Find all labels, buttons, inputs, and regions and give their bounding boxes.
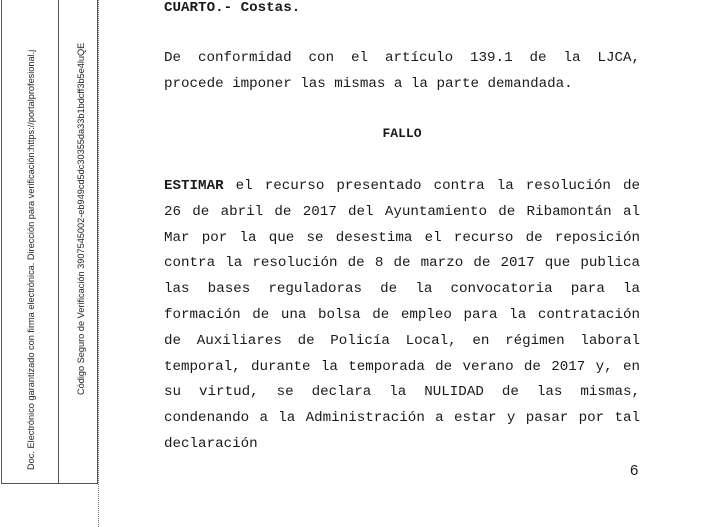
ruling-paragraph xyxy=(164,174,640,458)
margin-edge-line xyxy=(98,0,99,527)
ruling-heading: FALLO xyxy=(382,126,422,141)
ruling-lead-word: ESTIMAR xyxy=(164,178,224,194)
electronic-signature-note: Doc. Electrónico garantizado con firma electrónica. Dirección para verificación:https://portalprofesional.j xyxy=(26,49,36,470)
ruling-text: el recurso presentado contra la resolución de 26 de abril de 2017 del Ayuntamiento de Ribamontán al Mar por la que se desestima el recurso de reposición contra la resolución de 8 de marzo de 2017 que publica las bases reguladoras de la convocatoria para la formación de una bolsa de empleo para la contratación de Auxiliares de Policía Local, en régimen laboral temporal, durante la temporada de verano de 2017 y, en su virtud, se declara la NULIDAD de las mismas, condenando a la Administración a estar y pasar por tal declaración xyxy=(164,178,640,452)
margin-divider xyxy=(58,0,59,484)
section-heading: CUARTO.- Costas. xyxy=(164,0,301,16)
costs-paragraph: De conformidad con el artículo 139.1 de la LJCA, procede imponer las mismas a la parte demandada. xyxy=(164,50,640,92)
verification-code: Código Seguro de Verificación 3907545002-eb949cd5dc30355da33b1bdcff3b5e4luQE xyxy=(76,42,86,395)
verification-margin xyxy=(0,0,102,527)
page-number: 6 xyxy=(630,462,639,479)
